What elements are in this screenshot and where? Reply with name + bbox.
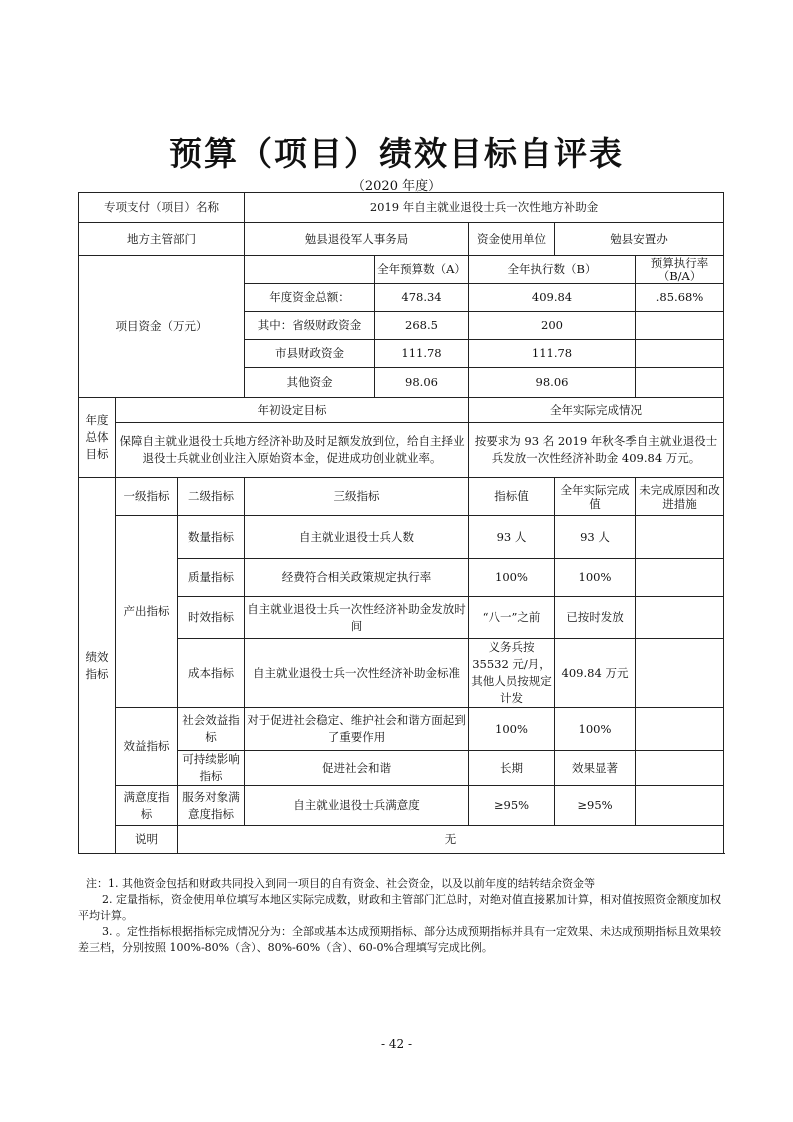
remark-value: 无 bbox=[178, 826, 724, 854]
indicator-level3: 促进社会和谐 bbox=[245, 751, 469, 786]
report-year: （2020 年度） bbox=[351, 179, 442, 194]
department-value: 勉县退役军人事务局 bbox=[245, 223, 469, 256]
footnotes bbox=[78, 876, 723, 956]
self-evaluation-table bbox=[78, 192, 724, 854]
page-number: - 42 - bbox=[380, 1037, 412, 1051]
indicator-target: 义务兵按 35532 元/月，其他人员按规定计发 bbox=[469, 639, 555, 708]
indicator-reason bbox=[636, 597, 724, 639]
indicator-reason bbox=[636, 751, 724, 786]
funds-row-label: 其中：省级财政资金 bbox=[245, 312, 375, 340]
funds-row-executed: 98.06 bbox=[469, 368, 636, 398]
satisfaction-indicators-label: 满意度指标 bbox=[116, 786, 178, 826]
indicator-reason bbox=[636, 559, 724, 597]
indicator-target: 100% bbox=[469, 708, 555, 751]
indicator-target: ≥95% bbox=[469, 786, 555, 826]
indicator-level2: 时效指标 bbox=[178, 597, 245, 639]
budget-header: 全年预算数（A） bbox=[375, 256, 469, 284]
indicator-level3: 自主就业退役士兵满意度 bbox=[245, 786, 469, 826]
funds-row-budget: 268.5 bbox=[375, 312, 469, 340]
fund-unit-label: 资金使用单位 bbox=[469, 223, 555, 256]
footnote-item: 2. 定量指标，资金使用单位填写本地区实际完成数，财政和主管部门汇总时，对绝对值直接累加计算，相对值按照资金额度加权平均计算。 bbox=[78, 893, 721, 922]
funds-row-rate bbox=[636, 340, 724, 368]
page-title: 预算（项目）绩效目标自评表 bbox=[169, 134, 624, 173]
indicator-actual: 93 人 bbox=[555, 516, 636, 559]
funds-row-executed: 111.78 bbox=[469, 340, 636, 368]
annual-goals-label: 年度总体目标 bbox=[79, 398, 116, 478]
footnote-item: 注：1. 其他资金包括和财政共同投入到同一项目的自有资金、社会资金，以及以前年度的结转结余资金等 bbox=[86, 877, 595, 890]
fund-unit-value: 勉县安置办 bbox=[555, 223, 724, 256]
indicator-actual: 100% bbox=[555, 708, 636, 751]
funds-row-budget: 478.34 bbox=[375, 284, 469, 312]
funds-row-budget: 98.06 bbox=[375, 368, 469, 398]
funds-row-label: 市县财政资金 bbox=[245, 340, 375, 368]
indicator-level3: 自主就业退役士兵人数 bbox=[245, 516, 469, 559]
footnote-item: 3. 。定性指标根据指标完成情况分为：全部或基本达成预期指标、部分达成预期指标并具有一定效果、未达成预期指标且效果较差三档，分别按照 100%-80%（含）、80%-60%（含）、60-0%合理填写完成比例。 bbox=[78, 925, 721, 954]
funds-row-executed: 409.84 bbox=[469, 284, 636, 312]
actual-completion-text: 按要求为 93 名 2019 年秋冬季自主就业退役士兵发放一次性经济补助金 409.84 万元。 bbox=[469, 423, 724, 478]
indicator-target: “八一”之前 bbox=[469, 597, 555, 639]
benefit-indicators-label: 效益指标 bbox=[116, 708, 178, 786]
indicator-reason bbox=[636, 639, 724, 708]
indicator-level3: 自主就业退役士兵一次性经济补助金发放时间 bbox=[245, 597, 469, 639]
indicator-reason bbox=[636, 708, 724, 751]
funds-row-rate: .85.68% bbox=[636, 284, 724, 312]
header-level3: 三级指标 bbox=[245, 478, 469, 516]
actual-completion-header: 全年实际完成情况 bbox=[469, 398, 724, 423]
header-reason: 未完成原因和改进措施 bbox=[636, 478, 724, 516]
indicator-level3: 自主就业退役士兵一次性经济补助金标准 bbox=[245, 639, 469, 708]
header-level1: 一级指标 bbox=[116, 478, 178, 516]
header-level2: 二级指标 bbox=[178, 478, 245, 516]
remark-label: 说明 bbox=[116, 826, 178, 854]
indicator-level2: 服务对象满意度指标 bbox=[178, 786, 245, 826]
indicator-actual: 409.84 万元 bbox=[555, 639, 636, 708]
indicator-target: 93 人 bbox=[469, 516, 555, 559]
indicator-level2: 质量指标 bbox=[178, 559, 245, 597]
executed-header: 全年执行数（B） bbox=[469, 256, 636, 284]
department-label: 地方主管部门 bbox=[79, 223, 245, 256]
funds-row-rate bbox=[636, 368, 724, 398]
indicator-target: 长期 bbox=[469, 751, 555, 786]
indicator-actual: 100% bbox=[555, 559, 636, 597]
execution-rate-header: 预算执行率（B/A） bbox=[636, 256, 724, 284]
indicator-level2: 可持续影响指标 bbox=[178, 751, 245, 786]
header-actual: 全年实际完成值 bbox=[555, 478, 636, 516]
funds-row-label: 其他资金 bbox=[245, 368, 375, 398]
indicator-level3: 经费符合相关政策规定执行率 bbox=[245, 559, 469, 597]
project-name-label: 专项支付（项目）名称 bbox=[79, 193, 245, 223]
header-target: 指标值 bbox=[469, 478, 555, 516]
initial-goal-text: 保障自主就业退役士兵地方经济补助及时足额发放到位，给自主择业退役士兵就业创业注入原始资本金，促进成功创业就业率。 bbox=[116, 423, 469, 478]
indicator-actual: 效果显著 bbox=[555, 751, 636, 786]
indicator-level2: 社会效益指标 bbox=[178, 708, 245, 751]
indicator-level2: 成本指标 bbox=[178, 639, 245, 708]
performance-indicators-label: 绩效指标 bbox=[79, 478, 116, 854]
funds-row-rate bbox=[636, 312, 724, 340]
indicator-actual: ≥95% bbox=[555, 786, 636, 826]
indicator-level2: 数量指标 bbox=[178, 516, 245, 559]
indicator-actual: 已按时发放 bbox=[555, 597, 636, 639]
indicator-reason bbox=[636, 516, 724, 559]
funds-row-label: 年度资金总额： bbox=[245, 284, 375, 312]
indicator-level3: 对于促进社会稳定、维护社会和谐方面起到了重要作用 bbox=[245, 708, 469, 751]
funds-row-budget: 111.78 bbox=[375, 340, 469, 368]
initial-goal-header: 年初设定目标 bbox=[116, 398, 469, 423]
indicator-reason bbox=[636, 786, 724, 826]
output-indicators-label: 产出指标 bbox=[116, 516, 178, 708]
project-funds-label: 项目资金（万元） bbox=[79, 256, 245, 398]
funds-row-executed: 200 bbox=[469, 312, 636, 340]
project-name-value: 2019 年自主就业退役士兵一次性地方补助金 bbox=[245, 193, 724, 223]
indicator-target: 100% bbox=[469, 559, 555, 597]
